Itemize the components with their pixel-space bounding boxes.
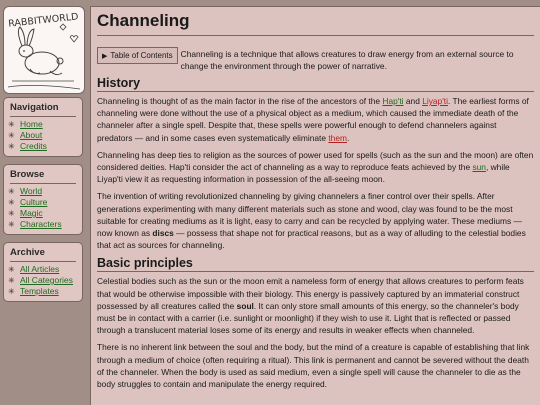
- page-title: Channeling: [97, 11, 534, 36]
- divider: [10, 261, 76, 262]
- all-categories-link[interactable]: All Categories: [20, 275, 73, 285]
- history-paragraph-1: [97, 95, 534, 144]
- article-content: [90, 6, 540, 405]
- all-articles-link[interactable]: All Articles: [20, 264, 60, 274]
- history-paragraph-2: [97, 149, 534, 186]
- bullet-icon: ✳: [8, 276, 15, 285]
- templates-link[interactable]: Templates: [20, 286, 59, 296]
- text: and: [403, 96, 423, 106]
- browse-title: Browse: [10, 169, 45, 180]
- archive-item-all-articles: [8, 264, 82, 275]
- text: . It can only store small amounts of this energy, so the channeler's body must be in contact with a carrier (i.e. sunlight or moonlight) if they wish to use it. Light that is reflected or passed through a translucent material loses some of its energy and results in weaker effects when channeled.: [97, 300, 519, 336]
- text: — possess that shape not for practical reasons, but as a way of alluding to the celestial bodies that act as sources for channeling.: [97, 228, 526, 251]
- bullet-icon: ✳: [8, 287, 15, 296]
- bullet-icon: ✳: [8, 142, 15, 151]
- text: The invention of writing revolutionized channeling by giving channelers a finer control over their spells. After generations experimenting with many different materials such as stone and wood, clay was found to be the most suitable for creating mediums as it is light, easy to carry and can be recycled by applying water. These mediums — now known as: [97, 191, 522, 239]
- intro-text: Channeling is a technique that allows creatures to draw energy from an external source to change the environment through the power of narrative.: [180, 49, 514, 71]
- discs-term: discs: [152, 228, 174, 239]
- bullet-icon: ✳: [8, 198, 15, 207]
- culture-link[interactable]: Culture: [20, 197, 48, 207]
- bullet-icon: ✳: [8, 187, 15, 196]
- toc-label: Table of Contents: [110, 51, 173, 60]
- bullet-icon: ✳: [8, 120, 15, 129]
- liyapti-link[interactable]: Liyap'ti: [422, 96, 448, 106]
- history-heading: History: [97, 76, 534, 92]
- rabbit-logo-icon: [4, 7, 84, 93]
- world-link[interactable]: World: [20, 186, 43, 196]
- bullet-icon: ✳: [8, 220, 15, 229]
- browse-item-characters: [8, 219, 82, 230]
- characters-link[interactable]: Characters: [20, 219, 62, 229]
- archive-title: Archive: [10, 247, 45, 258]
- text: .: [346, 132, 350, 143]
- intro-row: [97, 47, 534, 72]
- them-link[interactable]: them: [328, 132, 347, 143]
- magic-link[interactable]: Magic: [20, 208, 43, 218]
- nav-item-about: [8, 130, 82, 141]
- hapti-link[interactable]: Hap'ti: [382, 96, 404, 106]
- about-link[interactable]: About: [20, 130, 43, 140]
- table-of-contents-button[interactable]: [97, 47, 178, 64]
- logo-text: RABBITWORLD: [7, 11, 79, 30]
- text: , while Liyap'ti view it as requesting information in possession of the all-seeing moon.: [97, 162, 510, 185]
- text: . The earliest forms of channeling were done without the use of a physical object as a medium, which caused the immediate death of the channeler after a single spell. Despite that, these spells were powerful enough to defend channelers against predators — and in some cases even systematically eliminate: [97, 96, 529, 143]
- divider: [10, 183, 76, 184]
- navigation-panel: [3, 97, 83, 157]
- bullet-icon: ✳: [8, 131, 15, 140]
- browse-item-magic: [8, 208, 82, 219]
- home-link[interactable]: Home: [20, 119, 43, 129]
- triangle-right-icon: ▶: [102, 53, 108, 60]
- soul-term: soul: [236, 300, 254, 311]
- sidebar: [0, 0, 88, 405]
- archive-item-templates: [8, 286, 82, 297]
- navigation-title: Navigation: [10, 102, 59, 113]
- text: Celestial bodies such as the sun or the moon emit a nameless form of energy that allows creatures to perform feats that would be otherwise impossible with their biology. This energy is passively captured by an immaterial construct possessed by all creatures called the: [97, 276, 524, 311]
- site-logo[interactable]: [3, 6, 85, 94]
- basic-principles-heading: Basic principles: [97, 256, 534, 272]
- divider: [10, 116, 76, 117]
- archive-item-all-categories: [8, 275, 82, 286]
- browse-panel: [3, 164, 83, 235]
- sun-link[interactable]: sun: [472, 162, 486, 173]
- text: Channeling is thought of as the main factor in the rise of the ancestors of the: [97, 96, 383, 106]
- credits-link[interactable]: Credits: [20, 141, 47, 151]
- browse-item-culture: [8, 197, 82, 208]
- archive-panel: [3, 242, 83, 302]
- browse-item-world: [8, 186, 82, 197]
- bullet-icon: ✳: [8, 265, 15, 274]
- nav-item-home: [8, 119, 82, 130]
- history-paragraph-3: [97, 190, 534, 251]
- nav-item-credits: [8, 141, 82, 152]
- bullet-icon: ✳: [8, 209, 15, 218]
- text: Channeling has deep ties to religion as the sources of power used for spells (such as the sun and the moon) are often considered deities. Hap'ti consider the act of channeling as a way to reproduce feats achieved by the: [97, 149, 534, 173]
- basic-paragraph-2: There is no inherent link between the soul and the body, but the mind of a creature is capable of establishing that link through a medium of choice (often requiring a ritual). This link is permanent and cannot be severed without the death of the channeler. When the body is used as said medium, even a single spell will cause the channeler to die as the body struggles to contain and manipulate the energy required.: [97, 342, 530, 390]
- basic-paragraph-1: [97, 275, 534, 336]
